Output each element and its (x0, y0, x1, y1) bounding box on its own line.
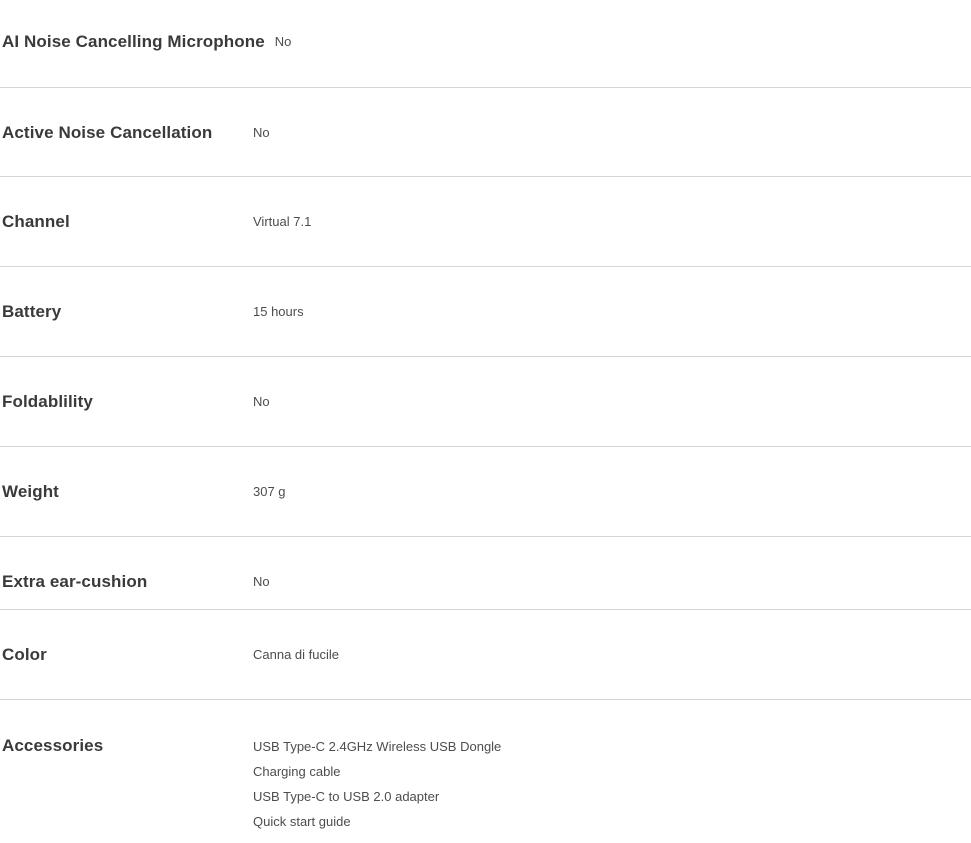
spec-value: No (253, 574, 270, 589)
spec-value: No (274, 34, 292, 49)
spec-values (253, 734, 971, 834)
spec-value: USB Type-C to USB 2.0 adapter (253, 788, 440, 804)
spec-values (275, 33, 971, 51)
spec-value: Charging cable (253, 763, 341, 779)
spec-label: AI Noise Cancelling Microphone (2, 32, 265, 51)
spec-row-extra-ear-cushion (0, 537, 971, 610)
spec-row-color (0, 610, 971, 700)
spec-values (253, 646, 971, 664)
spec-label: Color (2, 645, 47, 664)
spec-label: Battery (2, 302, 62, 321)
spec-row-weight (0, 447, 971, 537)
spec-values (253, 303, 971, 321)
spec-values (253, 213, 971, 231)
spec-label: Weight (2, 482, 59, 501)
spec-label: Channel (2, 212, 70, 231)
spec-row-battery (0, 267, 971, 357)
spec-values (253, 124, 971, 142)
spec-values (253, 573, 971, 591)
spec-value: Virtual 7.1 (253, 214, 312, 229)
spec-value: USB Type-C 2.4GHz Wireless USB Dongle (253, 738, 502, 754)
spec-values (253, 393, 971, 411)
spec-label: Accessories (2, 736, 104, 755)
spec-label: Extra ear-cushion (2, 572, 148, 591)
spec-row-ai-noise-cancelling-microphone (0, 0, 971, 88)
spec-label: Foldablility (2, 392, 93, 411)
spec-value: Canna di fucile (253, 647, 339, 662)
spec-label: Active Noise Cancellation (2, 123, 213, 142)
spec-row-foldability (0, 357, 971, 447)
spec-value: 15 hours (253, 304, 304, 319)
spec-value: 307 g (253, 484, 286, 499)
spec-value: Quick start guide (253, 813, 351, 829)
spec-values (253, 483, 971, 501)
spec-value: No (253, 125, 270, 140)
spec-row-channel (0, 177, 971, 267)
spec-value: No (253, 394, 270, 409)
spec-row-active-noise-cancellation (0, 88, 971, 177)
spec-row-accessories (0, 700, 971, 843)
